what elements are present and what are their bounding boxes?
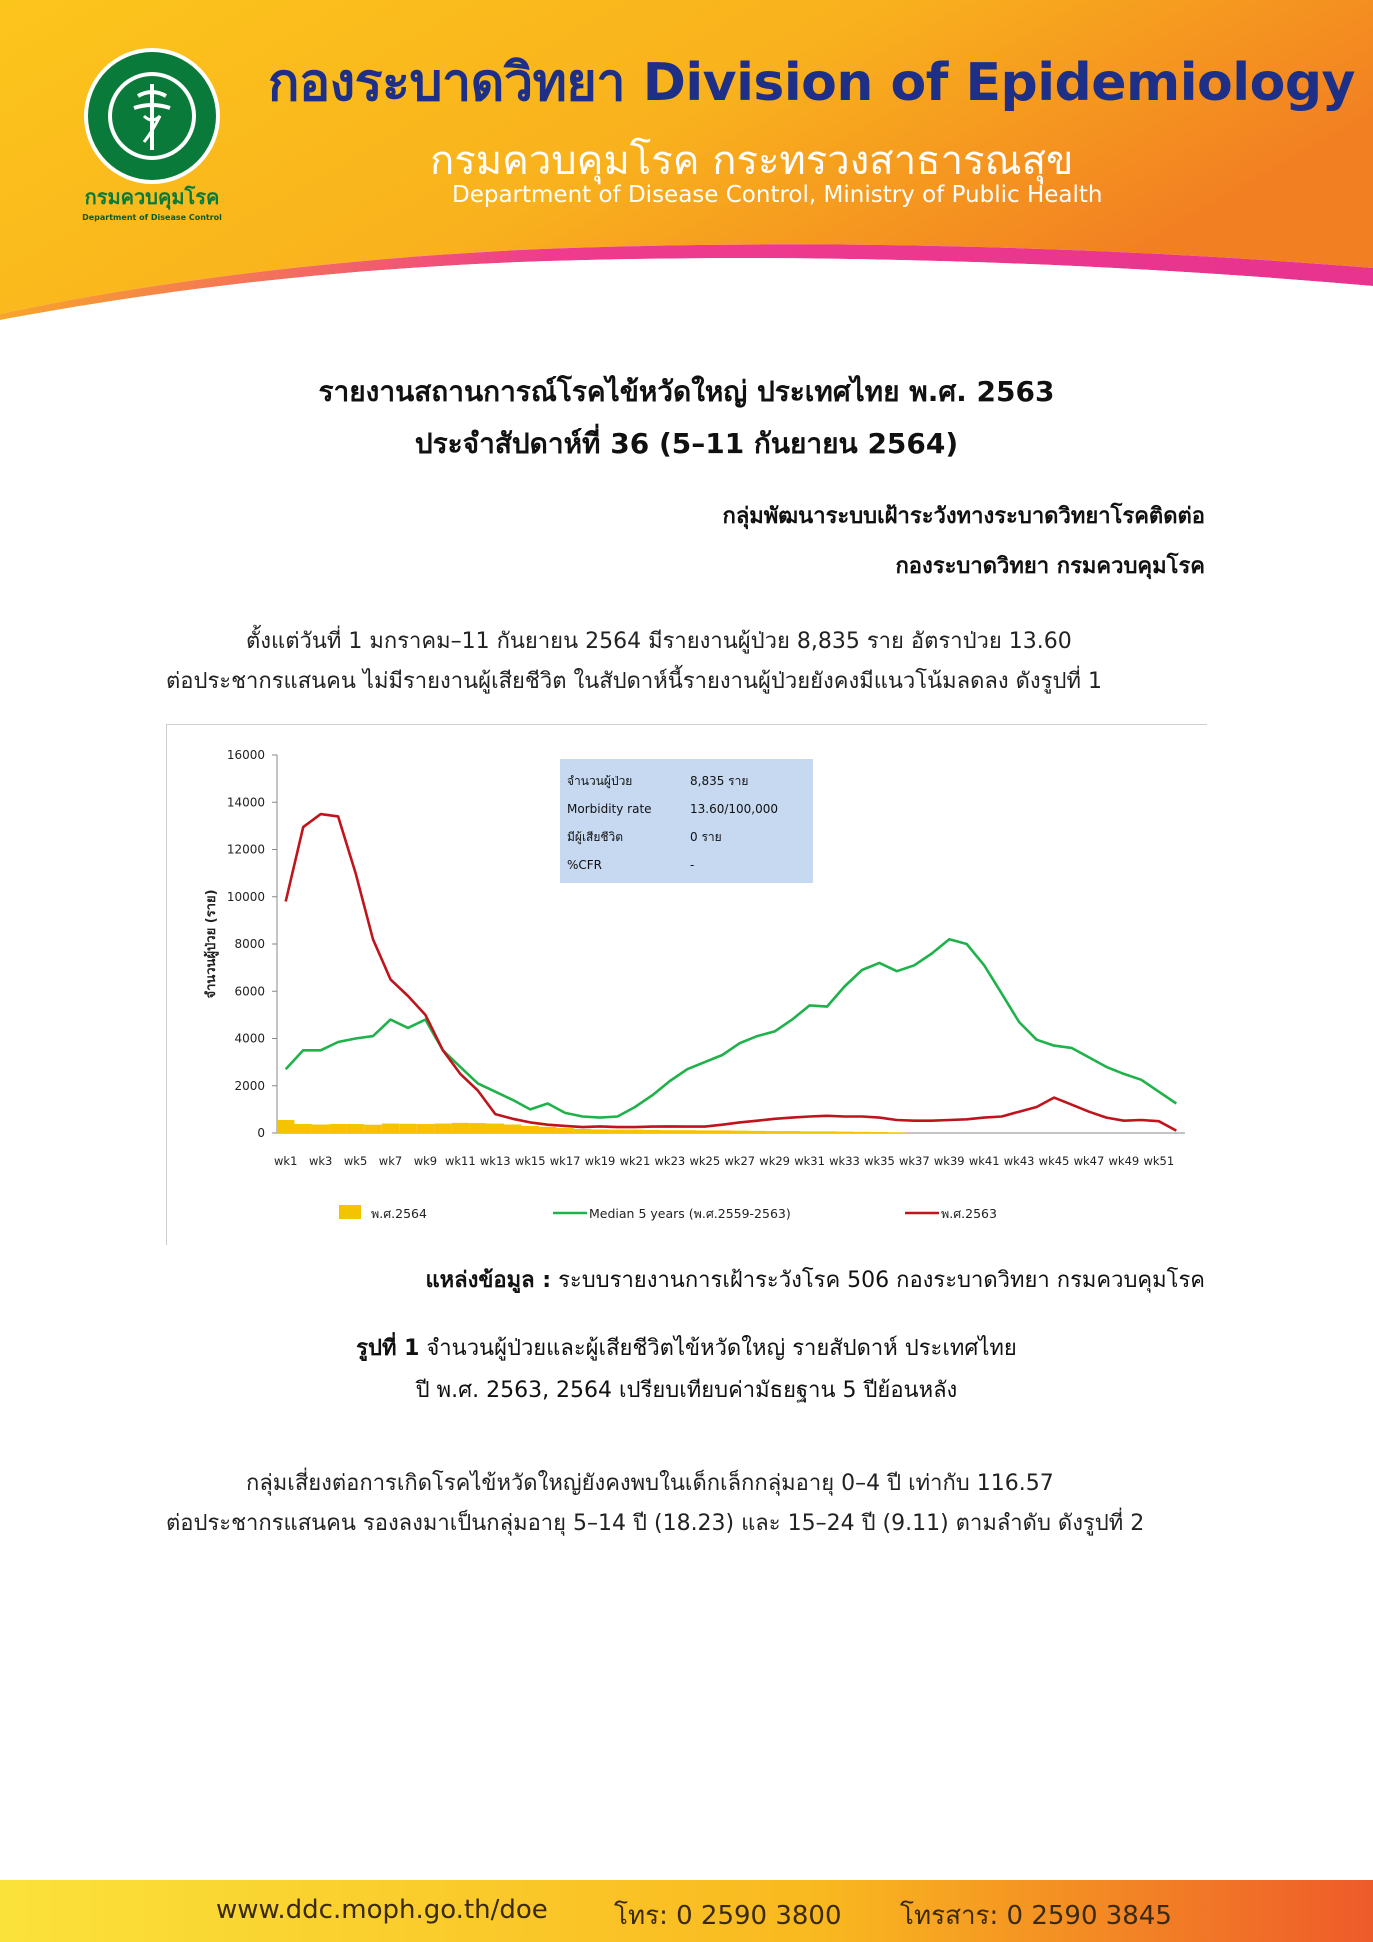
infobox-label: มีผู้เสียชีวิต xyxy=(567,830,624,844)
bar-2564-week xyxy=(609,1130,626,1133)
bar-2564-week xyxy=(277,1120,294,1133)
bar-2564-week xyxy=(626,1130,643,1133)
bar-2564-week xyxy=(783,1131,800,1133)
bar-2564-week xyxy=(836,1132,853,1133)
y-axis-label: จำนวนผู้ป่วย (ราย) xyxy=(204,889,219,999)
source-label: แหล่งข้อมูล : xyxy=(425,1268,552,1293)
risk-line2: ต่อประชากรแสนคน รองลงมาเป็นกลุ่มอายุ 5–14 ปี (18.23) และ 15–24 ปี (9.11) ตามลำดับ ดังรูปที่ 2 xyxy=(166,1511,1145,1536)
x-tick-label: wk9 xyxy=(413,1154,438,1168)
legend-entry: พ.ศ.2563 xyxy=(941,1206,997,1221)
figure-caption-line2: ปี พ.ศ. 2563, 2564 เปรียบเทียบค่ามัธยฐาน 5 ปีย้อนหลัง xyxy=(415,1378,958,1403)
bar-2564-week xyxy=(801,1131,818,1133)
x-tick-label: wk21 xyxy=(619,1154,651,1168)
figure-caption-line1 xyxy=(0,1330,1373,1365)
infobox-label: %CFR xyxy=(567,858,603,872)
y-tick-label: 16000 xyxy=(226,748,265,762)
y-tick-label: 8000 xyxy=(234,937,265,951)
x-tick-label: wk47 xyxy=(1073,1154,1105,1168)
bar-2564-week xyxy=(329,1124,346,1133)
bar-2564-week xyxy=(591,1129,608,1133)
median-5yr-line xyxy=(286,939,1177,1117)
x-tick-label: wk43 xyxy=(1003,1154,1035,1168)
division-title: กองระบาดวิทยา Division of Epidemiology xyxy=(268,53,1355,113)
y-tick-label: 2000 xyxy=(234,1078,265,1093)
infobox-value: - xyxy=(690,858,695,872)
data-source xyxy=(425,1262,1205,1297)
bar-2564-week xyxy=(556,1128,573,1133)
infobox-label: Morbidity rate xyxy=(567,802,652,816)
x-tick-label: wk29 xyxy=(759,1154,791,1168)
infobox-value: 8,835 ราย xyxy=(690,774,749,788)
department-name-th: กรมควบคุมโรค กระทรวงสาธารณสุข xyxy=(430,138,1074,184)
y-tick-label: 12000 xyxy=(226,842,265,857)
x-tick-label: wk39 xyxy=(933,1154,965,1168)
x-tick-label: wk41 xyxy=(968,1154,1000,1168)
x-tick-label: wk15 xyxy=(514,1154,546,1168)
x-tick-label: wk49 xyxy=(1108,1154,1140,1168)
legend-entry: Median 5 years (พ.ศ.2559-2563) xyxy=(589,1206,791,1221)
caption-label: รูปที่ 1 xyxy=(356,1336,420,1361)
y-tick-label: 14000 xyxy=(226,795,265,810)
x-tick-label: wk31 xyxy=(794,1154,825,1168)
x-tick-label: wk3 xyxy=(308,1154,333,1168)
infobox-value: 13.60/100,000 xyxy=(690,802,779,816)
x-tick-label: wk45 xyxy=(1038,1154,1070,1168)
legend-entry: พ.ศ.2564 xyxy=(371,1206,427,1221)
x-tick-label: wk5 xyxy=(343,1154,368,1168)
bar-2564-week xyxy=(399,1124,416,1133)
risk-line1: กลุ่มเสี่ยงต่อการเกิดโรคไข้หวัดใหญ่ยังคงพบในเด็กเล็กกลุ่มอายุ 0–4 ปี เท่ากับ 116.57 xyxy=(246,1471,1054,1496)
bar-2564-week xyxy=(818,1131,835,1133)
bar-2564-week xyxy=(417,1124,434,1133)
bar-2564-week xyxy=(696,1130,713,1133)
x-tick-label: wk19 xyxy=(584,1154,616,1168)
bar-2564-week xyxy=(539,1127,556,1133)
summary-line2: ต่อประชากรแสนคน ไม่มีรายงานผู้เสียชีวิต ในสัปดาห์นี้รายงานผู้ป่วยยังคงมีแนวโน้มลดลง ดังรูปที่ 1 xyxy=(166,669,1102,694)
report-title-line1: รายงานสถานการณ์โรคไข้หวัดใหญ่ ประเทศไทย พ.ศ. 2563 xyxy=(318,375,1055,408)
chart-svg xyxy=(167,725,1207,1245)
weekly-cases-chart xyxy=(166,724,1207,1245)
y-tick-label: 10000 xyxy=(226,889,265,904)
infobox-label: จำนวนผู้ป่วย xyxy=(567,774,633,788)
x-tick-label: wk33 xyxy=(829,1154,860,1168)
bar-2564-week xyxy=(452,1123,469,1133)
bar-2564-week xyxy=(731,1131,748,1133)
bar-2564-week xyxy=(382,1124,399,1133)
legend-swatch-bar xyxy=(339,1205,361,1219)
bar-2564-week xyxy=(469,1123,486,1133)
x-tick-label: wk13 xyxy=(479,1154,511,1168)
bar-2564-week xyxy=(504,1124,521,1133)
footer-fax: โทรสาร: 0 2590 3845 xyxy=(900,1901,1172,1931)
x-tick-label: wk51 xyxy=(1143,1154,1175,1168)
unit-name-line1: กลุ่มพัฒนาระบบเฝ้าระวังทางระบาดวิทยาโรคติดต่อ xyxy=(722,504,1205,529)
y-tick-label: 6000 xyxy=(234,984,265,999)
x-tick-label: wk25 xyxy=(689,1154,721,1168)
page-header xyxy=(0,0,1373,320)
summary-line1: ตั้งแต่วันที่ 1 มกราคม–11 กันยายน 2564 มีรายงานผู้ป่วย 8,835 ราย อัตราป่วย 13.60 xyxy=(246,629,1072,654)
bar-2564-week xyxy=(644,1130,661,1133)
bar-2564-week xyxy=(888,1132,905,1133)
infobox-value: 0 ราย xyxy=(690,830,722,844)
x-tick-label: wk37 xyxy=(898,1154,930,1168)
caption-text-1: จำนวนผู้ป่วยและผู้เสียชีวิตไข้หวัดใหญ่ รายสัปดาห์ ประเทศไทย xyxy=(426,1336,1017,1361)
footer-website-link[interactable]: www.ddc.moph.go.th/doe xyxy=(216,1895,548,1925)
bar-2564-week xyxy=(661,1130,678,1133)
bar-2564-week xyxy=(766,1131,783,1133)
bar-2564-week xyxy=(487,1124,504,1133)
x-tick-label: wk23 xyxy=(654,1154,686,1168)
bar-2564-week xyxy=(312,1124,329,1133)
bar-2564-week xyxy=(294,1124,311,1133)
bar-2564-week xyxy=(871,1132,888,1133)
report-title-line2: ประจำสัปดาห์ที่ 36 (5–11 กันยายน 2564) xyxy=(414,427,959,460)
x-tick-label: wk17 xyxy=(549,1154,581,1168)
x-tick-label: wk7 xyxy=(378,1154,403,1168)
x-tick-label: wk35 xyxy=(864,1154,895,1168)
x-tick-label: wk1 xyxy=(274,1154,298,1168)
footer-phone: โทร: 0 2590 3800 xyxy=(614,1901,842,1931)
risk-group-paragraph xyxy=(166,1464,1206,1544)
source-text: ระบบรายงานการเฝ้าระวังโรค 506 กองระบาดวิทยา กรมควบคุมโรค xyxy=(558,1268,1205,1293)
bar-2564-week xyxy=(574,1129,591,1133)
x-tick-label: wk27 xyxy=(724,1154,756,1168)
x-tick-label: wk11 xyxy=(444,1154,476,1168)
svg-text:กรมควบคุมโรค: กรมควบคุมโรค xyxy=(84,185,220,209)
bar-2564-week xyxy=(521,1126,538,1133)
ministry-logo xyxy=(78,46,226,226)
bar-2564-week xyxy=(853,1132,870,1133)
bar-2564-week xyxy=(364,1125,381,1133)
bar-2564-week xyxy=(347,1124,364,1133)
department-name-en: Department of Disease Control, Ministry of Public Health xyxy=(452,182,1103,208)
svg-text:Department of Disease Control: Department of Disease Control xyxy=(82,213,222,222)
bar-2564-week xyxy=(714,1130,731,1133)
summary-paragraph xyxy=(166,622,1206,702)
y-tick-label: 0 xyxy=(257,1126,265,1140)
bar-2564-week xyxy=(679,1130,696,1133)
ministry-seal-icon xyxy=(78,46,226,226)
bar-2564-week xyxy=(748,1131,765,1133)
bar-2564-week xyxy=(434,1124,451,1133)
y-tick-label: 4000 xyxy=(234,1031,265,1046)
unit-name-line2: กองระบาดวิทยา กรมควบคุมโรค xyxy=(895,554,1205,579)
